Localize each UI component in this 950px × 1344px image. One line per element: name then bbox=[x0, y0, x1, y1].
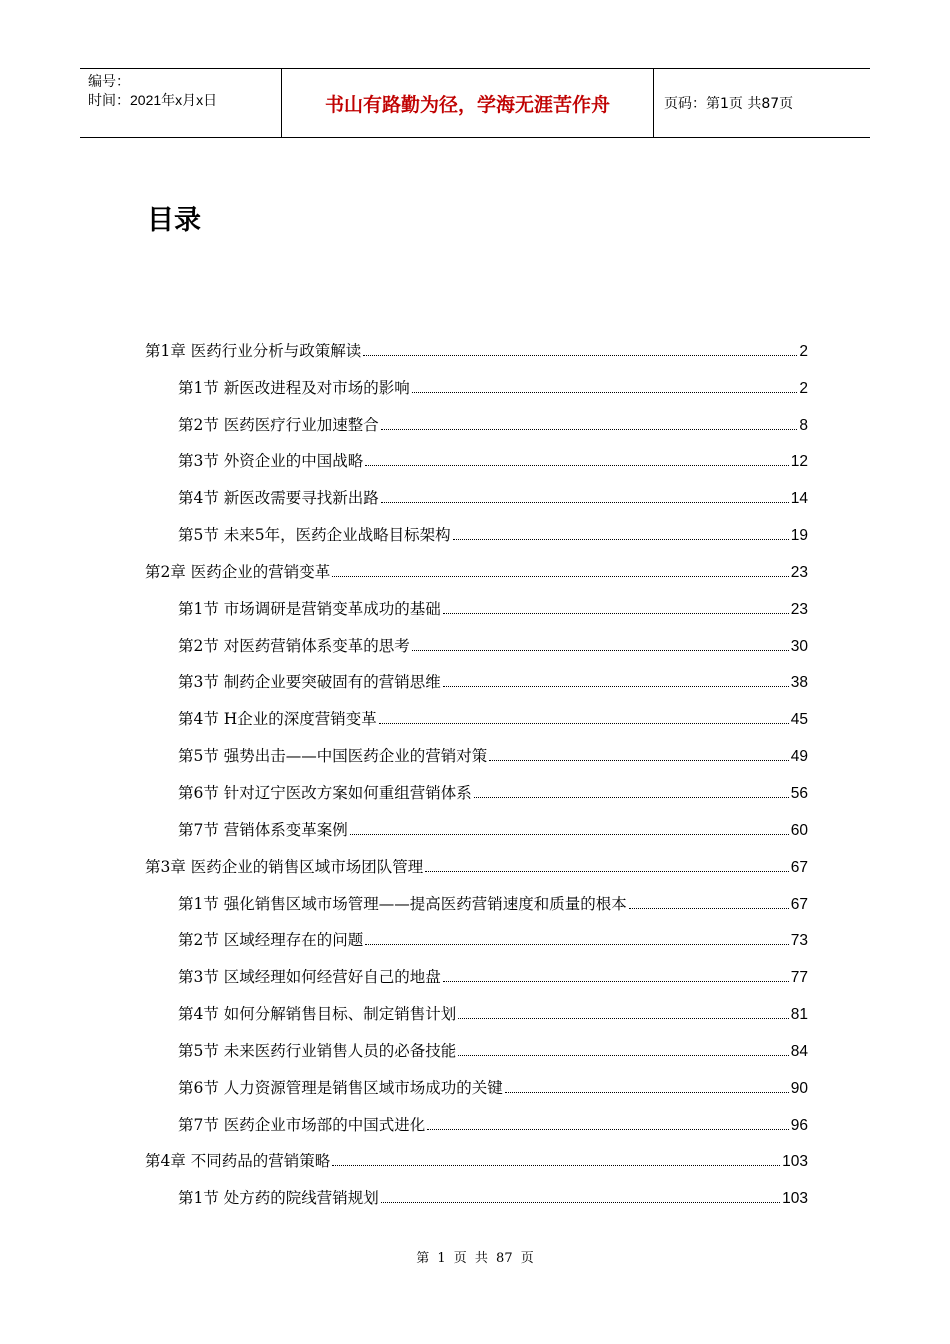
toc-leader-dots bbox=[443, 981, 789, 982]
toc-section-entry[interactable] bbox=[145, 361, 808, 398]
header-motto: 书山有路勤为径，学海无涯苦作舟 bbox=[281, 69, 654, 137]
toc-section-entry[interactable] bbox=[145, 950, 808, 987]
toc-leader-dots bbox=[458, 1055, 788, 1056]
toc-entry-page-number: 12 bbox=[790, 453, 808, 471]
toc-entry-label: 第2节 医药医疗行业加速整合 bbox=[178, 415, 379, 434]
toc-entry-page-number: 23 bbox=[790, 563, 808, 581]
header-left-cell bbox=[80, 69, 281, 137]
toc-section-entry[interactable] bbox=[145, 471, 808, 508]
toc-entry-page-number: 81 bbox=[790, 1006, 808, 1024]
toc-entry-page-number: 30 bbox=[790, 637, 808, 655]
toc-leader-dots bbox=[332, 1165, 780, 1166]
toc-entry-label: 第1章 医药行业分析与政策解读 bbox=[145, 341, 362, 360]
time-label: 时间：2021年x月x日 bbox=[88, 92, 218, 108]
toc-entry-label: 第6节 人力资源管理是销售区域市场成功的关键 bbox=[178, 1078, 503, 1097]
toc-entry-page-number: 8 bbox=[799, 416, 808, 434]
toc-entry-label: 第1节 强化销售区域市场管理——提高医药营销速度和质量的根本 bbox=[178, 894, 627, 913]
toc-leader-dots bbox=[381, 502, 789, 503]
header-page-info: 页码：第1页 共87页 bbox=[664, 96, 794, 112]
number-label: 编号： bbox=[88, 73, 130, 89]
toc-entry-label: 第2节 区域经理存在的问题 bbox=[178, 931, 364, 950]
toc-entry-page-number: 84 bbox=[790, 1042, 808, 1060]
toc-entry-page-number: 2 bbox=[799, 379, 808, 397]
toc-entry-page-number: 73 bbox=[790, 932, 808, 950]
toc-section-entry[interactable] bbox=[145, 803, 808, 840]
toc-leader-dots bbox=[379, 723, 789, 724]
toc-entry-label: 第3章 医药企业的销售区域市场团队管理 bbox=[145, 857, 424, 876]
toc-entry-label: 第2章 医药企业的营销变革 bbox=[145, 562, 331, 581]
toc-section-entry[interactable] bbox=[145, 766, 808, 803]
toc-section-entry[interactable] bbox=[145, 435, 808, 472]
toc-leader-dots bbox=[365, 465, 788, 466]
toc-entry-label: 第5节 强势出击——中国医药企业的营销对策 bbox=[178, 747, 488, 766]
toc-leader-dots bbox=[427, 1129, 788, 1130]
page-header bbox=[80, 68, 870, 138]
toc-leader-dots bbox=[629, 908, 789, 909]
toc-entry-label: 第7节 营销体系变革案例 bbox=[178, 820, 348, 839]
toc-leader-dots bbox=[363, 355, 797, 356]
toc-chapter-entry[interactable] bbox=[145, 1135, 808, 1172]
toc-chapter-entry[interactable] bbox=[145, 840, 808, 877]
toc-entry-label: 第5节 未来医药行业销售人员的必备技能 bbox=[178, 1041, 457, 1060]
toc-leader-dots bbox=[453, 539, 789, 540]
toc-entry-page-number: 23 bbox=[790, 600, 808, 618]
toc-entry-page-number: 49 bbox=[790, 748, 808, 766]
toc-chapter-entry[interactable] bbox=[145, 324, 808, 361]
toc-entry-page-number: 2 bbox=[799, 342, 808, 360]
toc-section-entry[interactable] bbox=[145, 656, 808, 693]
toc-entry-page-number: 19 bbox=[790, 527, 808, 545]
page-footer: 第 1 页 共 87 页 bbox=[416, 1251, 534, 1266]
toc-leader-dots bbox=[425, 871, 788, 872]
toc-entry-page-number: 60 bbox=[790, 821, 808, 839]
toc-entry-label: 第3节 区域经理如何经营好自己的地盘 bbox=[178, 968, 441, 987]
toc-leader-dots bbox=[443, 686, 789, 687]
toc-leader-dots bbox=[350, 834, 789, 835]
toc-entry-label: 第4节 H企业的深度营销变革 bbox=[178, 710, 377, 729]
toc-leader-dots bbox=[412, 392, 798, 393]
toc-chapter-entry[interactable] bbox=[145, 545, 808, 582]
toc-entry-label: 第1节 新医改进程及对市场的影响 bbox=[178, 378, 410, 397]
toc-entry-page-number: 38 bbox=[790, 674, 808, 692]
toc-entry-label: 第5节 未来5年，医药企业战略目标架构 bbox=[178, 526, 451, 545]
toc-leader-dots bbox=[458, 1018, 788, 1019]
toc-entry-page-number: 45 bbox=[790, 711, 808, 729]
toc-entry-page-number: 96 bbox=[790, 1116, 808, 1134]
toc-leader-dots bbox=[365, 944, 788, 945]
toc-section-entry[interactable] bbox=[145, 1024, 808, 1061]
toc-entry-label: 第6节 针对辽宁医改方案如何重组营销体系 bbox=[178, 783, 472, 802]
toc-section-entry[interactable] bbox=[145, 619, 808, 656]
toc-section-entry[interactable] bbox=[145, 729, 808, 766]
toc-leader-dots bbox=[381, 1202, 780, 1203]
table-of-contents bbox=[145, 324, 808, 1208]
toc-entry-label: 第1节 处方药的院线营销规划 bbox=[178, 1189, 379, 1208]
toc-entry-label: 第3节 外资企业的中国战略 bbox=[178, 452, 364, 471]
toc-entry-label: 第4节 新医改需要寻找新出路 bbox=[178, 489, 379, 508]
toc-entry-label: 第4章 不同药品的营销策略 bbox=[145, 1152, 331, 1171]
toc-entry-page-number: 67 bbox=[790, 895, 808, 913]
toc-section-entry[interactable] bbox=[145, 877, 808, 914]
toc-entry-page-number: 77 bbox=[790, 969, 808, 987]
toc-entry-label: 第1节 市场调研是营销变革成功的基础 bbox=[178, 599, 441, 618]
toc-leader-dots bbox=[489, 760, 788, 761]
toc-entry-page-number: 103 bbox=[782, 1190, 808, 1208]
toc-section-entry[interactable] bbox=[145, 1098, 808, 1135]
toc-entry-page-number: 56 bbox=[790, 784, 808, 802]
toc-section-entry[interactable] bbox=[145, 398, 808, 435]
toc-entry-label: 第3节 制药企业要突破固有的营销思维 bbox=[178, 673, 441, 692]
toc-section-entry[interactable] bbox=[145, 692, 808, 729]
toc-leader-dots bbox=[332, 576, 788, 577]
toc-leader-dots bbox=[474, 797, 789, 798]
toc-entry-label: 第2节 对医药营销体系变革的思考 bbox=[178, 636, 410, 655]
toc-section-entry[interactable] bbox=[145, 1171, 808, 1208]
toc-section-entry[interactable] bbox=[145, 508, 808, 545]
toc-entry-label: 第4节 如何分解销售目标、制定销售计划 bbox=[178, 1005, 457, 1024]
toc-entry-page-number: 14 bbox=[790, 490, 808, 508]
toc-entry-page-number: 67 bbox=[790, 858, 808, 876]
toc-leader-dots bbox=[505, 1092, 789, 1093]
page-title: 目录 bbox=[147, 205, 201, 236]
toc-entry-page-number: 103 bbox=[782, 1153, 808, 1171]
toc-leader-dots bbox=[443, 613, 789, 614]
toc-section-entry[interactable] bbox=[145, 1061, 808, 1098]
toc-entry-page-number: 90 bbox=[790, 1079, 808, 1097]
toc-section-entry[interactable] bbox=[145, 914, 808, 951]
toc-section-entry[interactable] bbox=[145, 582, 808, 619]
toc-section-entry[interactable] bbox=[145, 987, 808, 1024]
toc-leader-dots bbox=[381, 429, 798, 430]
toc-entry-label: 第7节 医药企业市场部的中国式进化 bbox=[178, 1115, 426, 1134]
toc-leader-dots bbox=[412, 650, 789, 651]
